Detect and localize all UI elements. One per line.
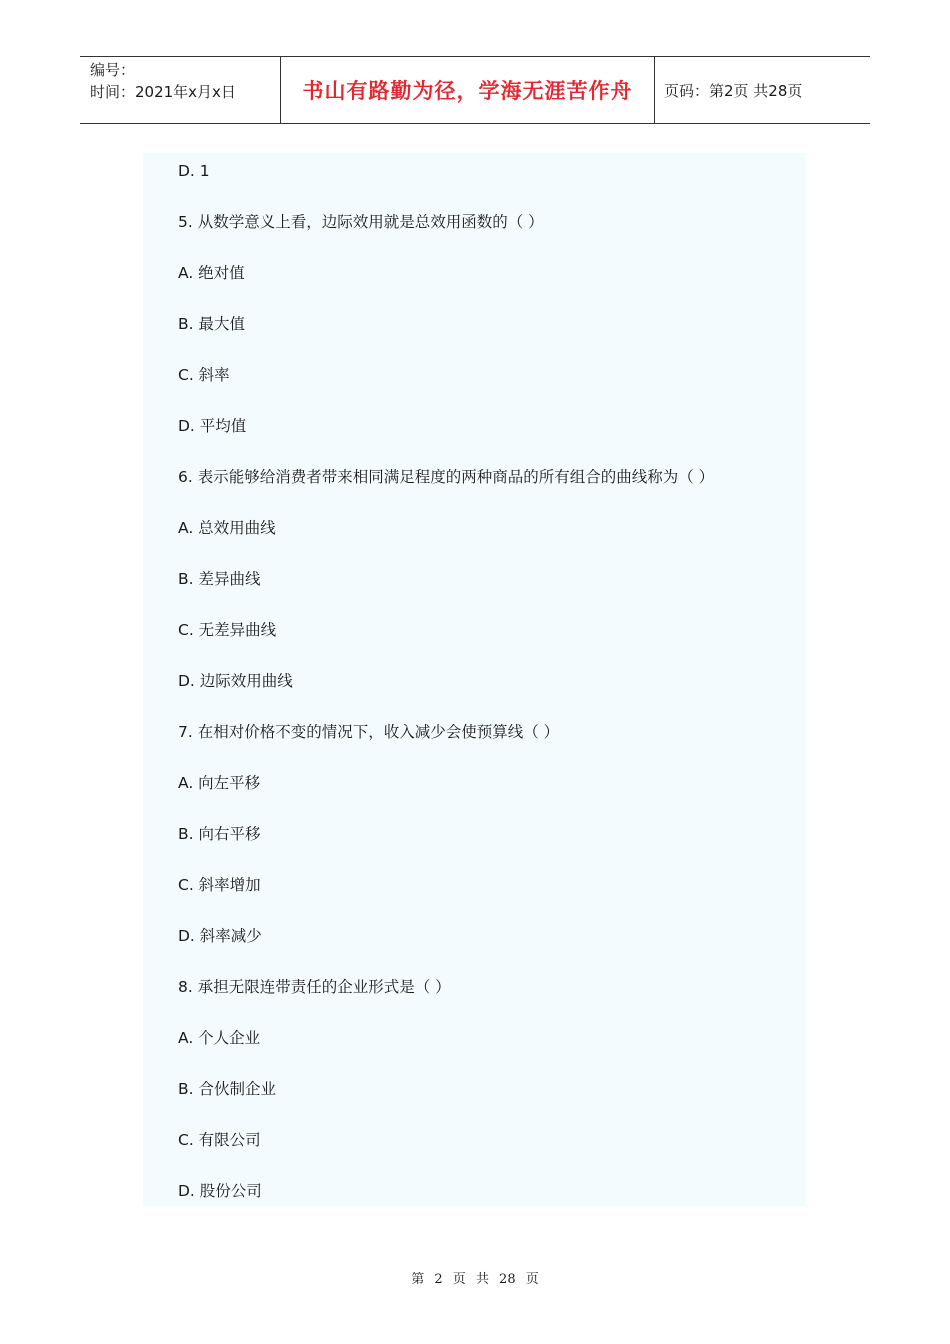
option-line: A. 向左平移 [178,774,261,792]
question-line: 7. 在相对价格不变的情况下，收入减少会使预算线（ ） [178,723,560,741]
option-line: C. 无差异曲线 [178,621,277,639]
document-number-label: 编号： [90,61,136,79]
option-line: A. 总效用曲线 [178,519,276,537]
option-line: D. 股份公司 [178,1182,262,1200]
option-line: B. 最大值 [178,315,245,333]
question-content [143,153,806,1206]
option-line: A. 个人企业 [178,1029,261,1047]
option-line: D. 平均值 [178,417,247,435]
option-line: C. 有限公司 [178,1131,261,1149]
page-header [80,56,870,124]
option-line: B. 差异曲线 [178,570,261,588]
option-line: D. 1 [178,162,210,180]
question-line: 5. 从数学意义上看，边际效用就是总效用函数的（ ） [178,213,544,231]
document-time-label: 时间：2021年x月x日 [90,83,236,101]
option-line: D. 斜率减少 [178,927,262,945]
option-line: A. 绝对值 [178,264,245,282]
question-line: 8. 承担无限连带责任的企业形式是（ ） [178,978,451,996]
header-page-info: 页码：第2页 共28页 [664,81,803,100]
header-motto: 书山有路勤为径，学海无涯苦作舟 [281,57,655,123]
question-line: 6. 表示能够给消费者带来相同满足程度的两种商品的所有组合的曲线称为（ ） [178,468,715,486]
option-line: D. 边际效用曲线 [178,672,293,690]
header-meta [80,57,281,123]
option-line: B. 向右平移 [178,825,261,843]
page-footer: 第 2 页 共 28 页 [411,1272,539,1287]
option-line: C. 斜率增加 [178,876,261,894]
option-line: B. 合伙制企业 [178,1080,276,1098]
option-line: C. 斜率 [178,366,230,384]
